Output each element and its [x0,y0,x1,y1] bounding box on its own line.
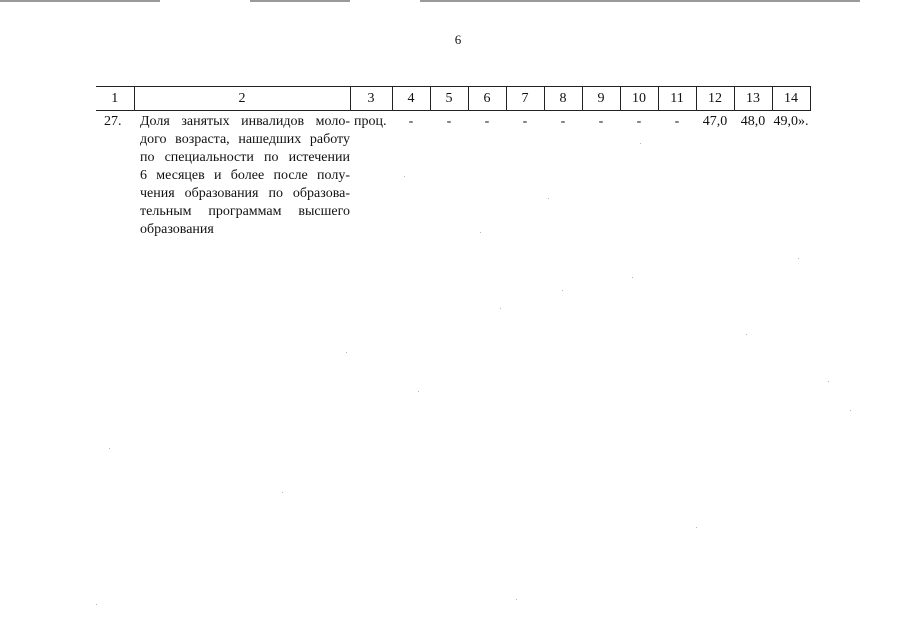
scan-speck [548,198,549,199]
value-col-12: 47,0 [702,114,728,129]
value-col-11: - [674,114,680,129]
scan-speck [500,308,501,309]
description-line: Доля занятых инвалидов моло- [140,114,350,129]
scan-speck [282,492,283,493]
value-col-7: - [522,114,528,129]
description-line: тельным программам высшего [140,204,350,219]
column-header-10: 10 [620,87,658,111]
scan-speck [480,232,481,233]
value-col-14: 49,0». [773,114,809,129]
value-col-13: 48,0 [740,114,766,129]
scan-speck [850,410,851,411]
row-number: 27. [104,114,122,129]
value-col-9: - [598,114,604,129]
description-line: образования [140,222,214,237]
scan-edge-middle [250,0,350,2]
column-header-12: 12 [696,87,734,111]
column-number-header-row [96,87,854,111]
indicator-table [96,86,854,239]
column-header-11: 11 [658,87,696,111]
scan-speck [418,391,419,392]
scan-speck [109,448,110,449]
scan-edge-left [0,0,160,2]
column-header-1: 1 [96,87,134,111]
value-col-8: - [560,114,566,129]
value-col-4: - [408,114,414,129]
scan-speck [828,381,829,382]
description-line: чения образования по образова- [140,186,350,201]
table-row [96,111,854,240]
description-line: 6 месяцев и более после полу- [140,168,350,183]
column-header-3: 3 [350,87,392,111]
value-col-10: - [636,114,642,129]
scan-speck [96,604,97,605]
unit-of-measure: проц. [354,114,387,129]
scan-edge-right [420,0,860,2]
scan-speck [562,290,563,291]
page-number: 6 [454,32,462,47]
indicator-description [134,111,350,240]
column-header-4: 4 [392,87,430,111]
scan-speck [404,176,405,177]
scan-speck [696,527,697,528]
scan-speck [746,334,747,335]
scan-speck [516,599,517,600]
scan-speck [346,352,347,353]
column-header-6: 6 [468,87,506,111]
column-header-14: 14 [772,87,810,111]
scan-speck [632,277,633,278]
scan-speck [798,258,799,259]
value-col-5: - [446,114,452,129]
column-header-8: 8 [544,87,582,111]
scan-speck [640,143,641,144]
column-header-9: 9 [582,87,620,111]
description-line: дого возраста, нашедших работу [140,132,350,147]
column-header-5: 5 [430,87,468,111]
column-header-7: 7 [506,87,544,111]
description-line: по специальности по истечении [140,150,350,165]
value-col-6: - [484,114,490,129]
column-header-13: 13 [734,87,772,111]
column-header-2: 2 [134,87,350,111]
